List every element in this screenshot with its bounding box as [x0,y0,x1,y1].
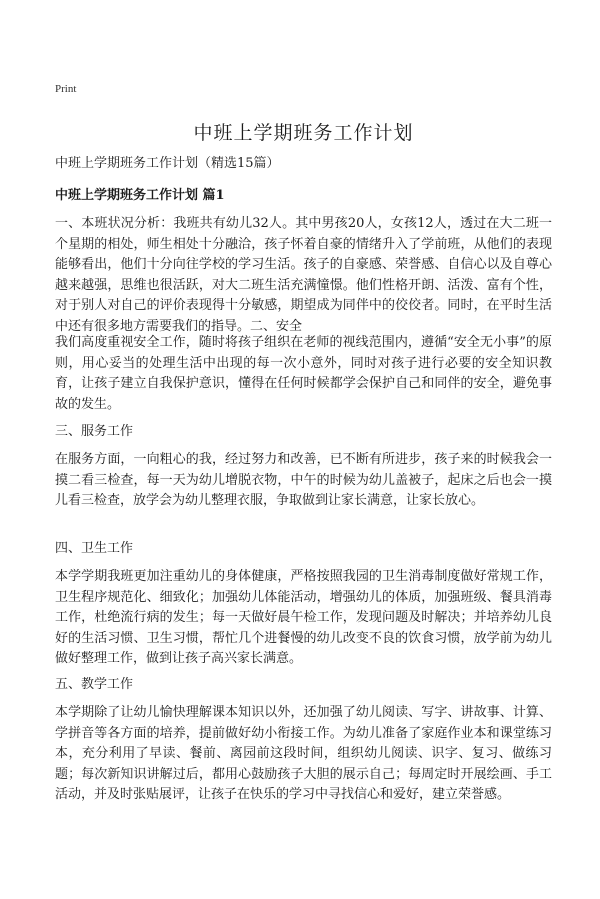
print-label[interactable]: Print [55,83,77,95]
section-heading: 中班上学期班务工作计划 篇1 [55,188,225,203]
paragraph-hygiene: 本学学期我班更加注重幼儿的身体健康，严格按照我园的卫生消毒制度做好常规工作，卫生程序规范化、细致化；加强幼儿体能活动，增强幼儿的体质，加强班级、餐具消毒工作，杜绝流行病的发生；每一天做好晨午检工作，发现问题及时解决；并培养幼儿良好的生活习惯、卫生习惯，帮忙几个进餐慢的幼儿改变不良的饮食习惯，放学前为幼儿做好整理工作，做到让孩子高兴家长满意。 [55,569,552,666]
paragraph-teaching: 本学期除了让幼儿愉快理解课本知识以外，还加强了幼儿阅读、写字、讲故事、计算、学拼音等各方面的培养，提前做好幼小衔接工作。为幼儿准备了家庭作业本和课堂练习本，充分利用了早读、餐前、离园前这段时间，组织幼儿阅读、识字、复习、做练习题；每次新知识讲解过后，都用心鼓励孩子大胆的展示自己；每周定时开展绘画、手工活动，并及时张贴展评，让孩子在快乐的学习中寻找信心和爱好，建立荣誉感。 [55,705,552,802]
paragraph-service: 在服务方面，一向粗心的我，经过努力和改善，已不断有所进步，孩子来的时候我会一摸二看三检查，每一天为幼儿增脱衣物，中午的时候为幼儿盖被子，起床之后也会一摸儿看三检查，放学会为幼儿整理衣服，争取做到让家长满意，让家长放心。 [55,452,552,508]
document-subtitle: 中班上学期班务工作计划（精选15篇） [55,156,280,171]
heading-service: 三、服务工作 [55,424,134,439]
heading-teaching: 五、教学工作 [55,677,134,692]
document-title: 中班上学期班务工作计划 [193,122,414,144]
heading-hygiene: 四、卫生工作 [55,541,134,556]
paragraph-class-status: 一、本班状况分析：我班共有幼儿32人。其中男孩20人，女孩12人，透过在大二班一个星期的相处，师生相处十分融洽，孩子怀着自豪的情绪升入了学前班，从他们的表现能够看出，他们十分向往学校的学习生活。孩子的自豪感、荣誉感、自信心以及自尊心越来越强，思维也很活跃，对大二班生活充满憧憬。他们性格开朗、活泼、富有个性，对于别人对自己的评价表现得十分敏感，期望成为同伴中的佼佼者。同时，在平时生活中还有很多地方需要我们的指导。二、安全 [55,216,552,334]
paragraph-safety: 我们高度重视安全工作，随时将孩子组织在老师的视线范围内，遵循“安全无小事”的原则，用心妥当的处理生活中出现的每一次小意外，同时对孩子进行必要的安全知识教育，让孩子建立自我保护意识，懂得在任何时候都学会保护自己和同伴的安全，避免事故的发生。 [55,335,552,412]
